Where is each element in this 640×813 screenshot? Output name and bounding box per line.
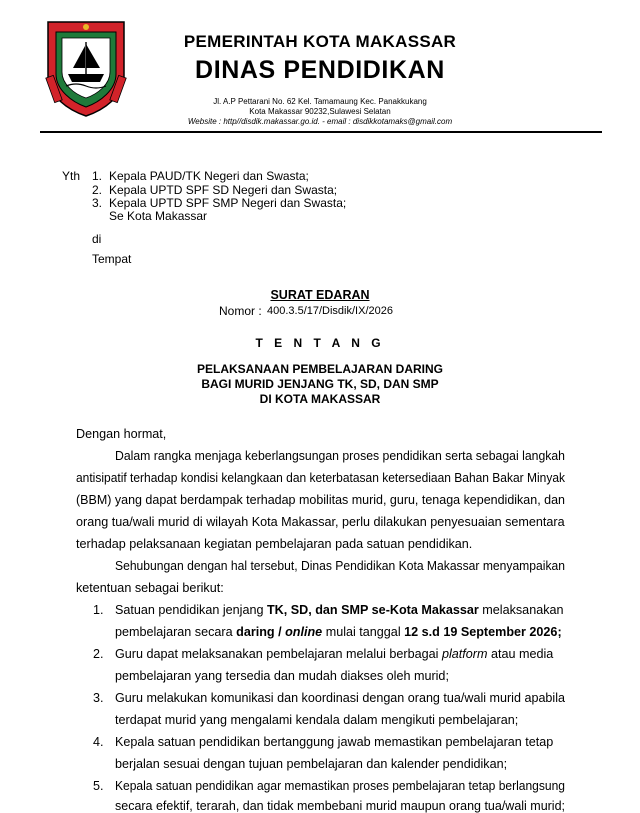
subject-line: PELAKSANAAN PEMBELAJARAN DARING (196, 362, 443, 376)
letter-type: SURAT EDARAN (270, 288, 370, 302)
recipient-label: Yth (62, 169, 81, 183)
recipient-number: 1. (92, 169, 103, 183)
paragraph-line: Sehubungan dengan hal tersebut, Dinas Pendidikan Kota Makassar menyampaikan (115, 559, 565, 573)
paragraph-line: terhadap pelaksanaan kegiatan pembelajaran pada satuan pendidikan. (76, 537, 473, 551)
paragraph-line: ketentuan sebagai berikut: (76, 581, 224, 595)
list-item-line: secara efektif, terarah, dan tidak membebani murid maupun orang tua/wali murid; (115, 799, 565, 813)
recipient-item: Kepala PAUD/TK Negeri dan Swasta; (109, 169, 309, 183)
list-item-line: Guru dapat melaksanakan pembelajaran melalui berbagai platform atau media (115, 647, 554, 661)
paragraph-line: orang tua/wali murid di wilayah Kota Makassar, perlu dilakukan penyesuaian sementara (76, 515, 565, 529)
recipient-item: Kepala UPTD SPF SMP Negeri dan Swasta; (109, 196, 347, 210)
recipient-number: 2. (92, 183, 103, 197)
list-item-line: berjalan sesuai dengan tujuan pembelajaran dan kalender pendidikan; (115, 757, 508, 771)
list-item-line: Satuan pendidikan jenjang TK, SD, dan SMP se-Kota Makassar melaksanakan (115, 603, 564, 617)
list-number: 3. (93, 691, 104, 705)
tentang-heading: T E N T A N G (255, 336, 385, 350)
recipient-di: di (92, 232, 102, 246)
contact-line: Website : http//disdik.makassar.go.id. - email : disdikkotamaks@gmail.com (187, 117, 453, 126)
list-number: 5. (93, 779, 104, 793)
list-item-line: pembelajaran yang tersedia dan mudah diakses oleh murid; (115, 669, 449, 683)
paragraph-line: antisipatif terhadap kondisi kelangkaan dan keterbatasan ketersediaan Bahan Bakar Minyak (76, 471, 565, 485)
paragraph-line: (BBM) yang dapat berdampak terhadap mobilitas murid, guru, tenaga kependidikan, dan (76, 493, 565, 507)
header-divider (40, 131, 602, 133)
government-name: PEMERINTAH KOTA MAKASSAR (183, 32, 457, 51)
address-line: Jl. A.P Pettarani No. 62 Kel. Tamamaung Kec. Panakkukang (213, 97, 427, 106)
list-number: 2. (93, 647, 104, 661)
list-number: 4. (93, 735, 104, 749)
recipient-region: Se Kota Makassar (109, 209, 208, 223)
paragraph-line: Dalam rangka menjaga keberlangsungan proses pendidikan serta sebagai langkah (115, 449, 565, 463)
subject-line: BAGI MURID JENJANG TK, SD, DAN SMP (201, 377, 439, 391)
subject-line: DI KOTA MAKASSAR (259, 392, 381, 406)
department-name: DINAS PENDIDIKAN (195, 56, 445, 84)
recipient-place: Tempat (92, 252, 132, 266)
list-item-line: pembelajaran secara daring / online mulai tanggal 12 s.d 19 September 2026; (115, 625, 562, 639)
letter-number: 400.3.5/17/Disdik/IX/2026 (267, 305, 393, 317)
list-item-line: terdapat murid yang mengalami kendala dalam mengikuti pembelajaran; (115, 713, 519, 727)
number-label: Nomor : (219, 304, 262, 318)
recipient-number: 3. (92, 196, 103, 210)
list-item-line: Kepala satuan pendidikan bertanggung jawab memastikan pembelajaran tetap (115, 735, 554, 749)
list-item-line: Guru melakukan komunikasi dan koordinasi dengan orang tua/wali murid apabila (115, 691, 565, 705)
recipient-item: Kepala UPTD SPF SD Negeri dan Swasta; (109, 183, 338, 197)
list-number: 1. (93, 603, 104, 617)
list-item-line: Kepala satuan pendidikan agar memastikan proses pembelajaran tetap berlangsung (115, 779, 565, 793)
greeting: Dengan hormat, (76, 427, 167, 441)
address-line: Kota Makassar 90232,Sulawesi Selatan (249, 107, 391, 116)
